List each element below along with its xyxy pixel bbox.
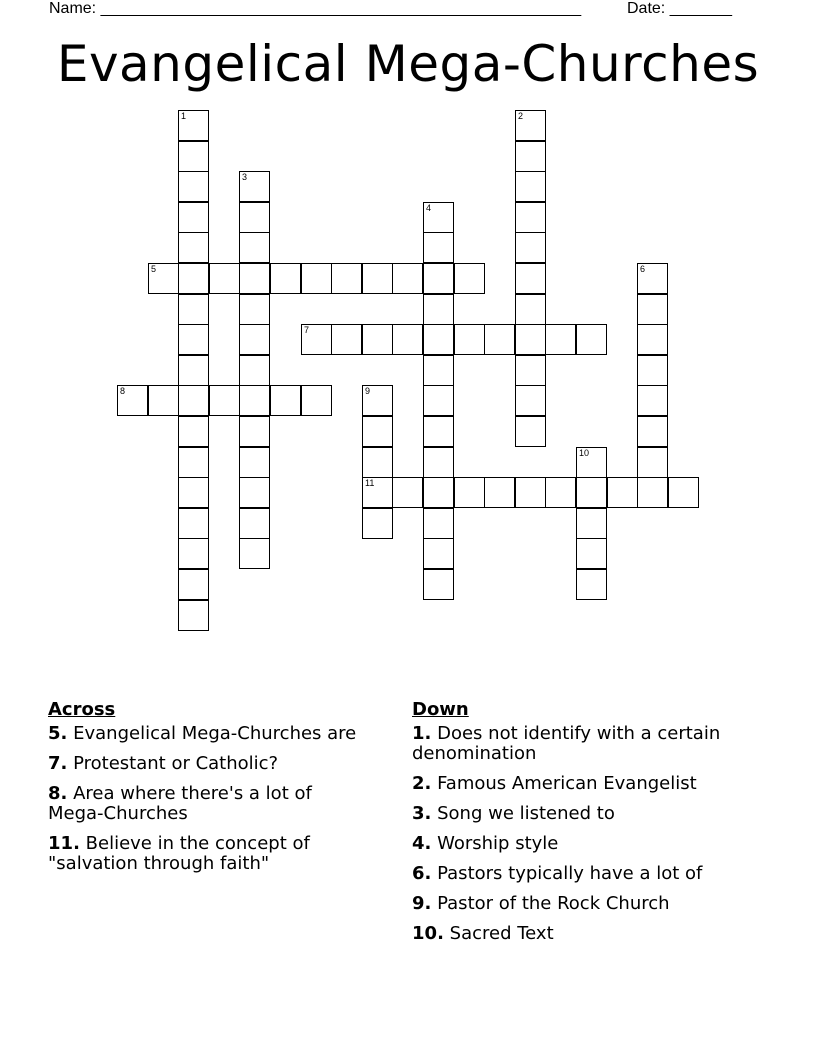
crossword-cell[interactable]: [178, 508, 209, 539]
cell-number: 6: [640, 264, 646, 274]
crossword-cell[interactable]: [637, 263, 668, 294]
crossword-cell[interactable]: [392, 477, 423, 508]
crossword-cell[interactable]: [576, 508, 607, 539]
crossword-cell[interactable]: [423, 416, 454, 447]
cell-number: 9: [365, 386, 371, 396]
crossword-cell[interactable]: [423, 324, 454, 355]
crossword-cell[interactable]: [178, 294, 209, 325]
crossword-cell[interactable]: [423, 477, 454, 508]
crossword-cell[interactable]: [515, 324, 546, 355]
crossword-cell[interactable]: [423, 355, 454, 386]
crossword-cell[interactable]: [423, 538, 454, 569]
crossword-cell[interactable]: [301, 385, 332, 416]
crossword-cell[interactable]: [454, 477, 485, 508]
crossword-cell[interactable]: [576, 569, 607, 600]
down-clue: [412, 804, 742, 824]
crossword-cell[interactable]: [607, 477, 638, 508]
crossword-cell[interactable]: [178, 477, 209, 508]
clue-text: Protestant or Catholic?: [73, 753, 279, 774]
crossword-cell[interactable]: [178, 569, 209, 600]
crossword-cell[interactable]: [515, 202, 546, 233]
crossword-cell[interactable]: [637, 324, 668, 355]
clue-text: Believe in the concept of "salvation through faith": [48, 833, 310, 874]
crossword-cell[interactable]: [178, 416, 209, 447]
crossword-cell[interactable]: [576, 538, 607, 569]
clue-number: 1: [412, 723, 425, 744]
cell-number: 1: [181, 111, 187, 121]
clue-text: Area where there's a lot of Mega-Churches: [48, 783, 312, 824]
crossword-cell[interactable]: [515, 141, 546, 172]
across-clue: [48, 724, 368, 744]
page-title: Evangelical Mega-Churches: [56, 35, 760, 93]
crossword-cell[interactable]: [454, 263, 485, 294]
across-clues: [48, 700, 368, 884]
cell-number: 2: [518, 111, 524, 121]
crossword-cell[interactable]: [576, 447, 607, 478]
crossword-cell[interactable]: [239, 263, 270, 294]
clue-text: Song we listened to: [437, 803, 615, 824]
clue-number-dot: .: [424, 803, 432, 824]
down-clue: [412, 864, 742, 884]
clue-number-dot: .: [424, 773, 432, 794]
clue-text: Evangelical Mega-Churches are: [73, 723, 357, 744]
crossword-cell[interactable]: [515, 110, 546, 141]
crossword-cell[interactable]: [545, 477, 576, 508]
crossword-cell[interactable]: [239, 324, 270, 355]
across-clue: [48, 834, 368, 874]
crossword-cell[interactable]: [637, 385, 668, 416]
down-clue: [412, 924, 742, 944]
crossword-cell[interactable]: [392, 324, 423, 355]
crossword-cell[interactable]: [209, 263, 240, 294]
crossword-cell[interactable]: [454, 324, 485, 355]
crossword-cell[interactable]: [239, 447, 270, 478]
crossword-cell[interactable]: [178, 110, 209, 141]
name-field: Name: ______________________________________________________: [49, 0, 582, 17]
crossword-cell[interactable]: [515, 355, 546, 386]
cell-number: 10: [579, 448, 590, 458]
clue-number: 2: [412, 773, 425, 794]
crossword-cell[interactable]: [515, 294, 546, 325]
crossword-cell[interactable]: [362, 447, 393, 478]
crossword-cell[interactable]: [331, 263, 362, 294]
down-clue: [412, 894, 742, 914]
clue-number-dot: .: [60, 783, 68, 804]
crossword-cell[interactable]: [301, 324, 332, 355]
crossword-cell[interactable]: [576, 324, 607, 355]
crossword-cell[interactable]: [239, 171, 270, 202]
crossword-cell[interactable]: [576, 477, 607, 508]
crossword-cell[interactable]: [423, 447, 454, 478]
clue-number: 3: [412, 803, 425, 824]
crossword-cell[interactable]: [362, 477, 393, 508]
clue-number: 5: [48, 723, 61, 744]
crossword-cell[interactable]: [239, 538, 270, 569]
crossword-cell[interactable]: [668, 477, 699, 508]
crossword-cell[interactable]: [637, 416, 668, 447]
crossword-cell[interactable]: [362, 263, 393, 294]
crossword-cell[interactable]: [178, 355, 209, 386]
crossword-cell[interactable]: [178, 141, 209, 172]
crossword-cell[interactable]: [423, 569, 454, 600]
crossword-cell[interactable]: [178, 538, 209, 569]
crossword-cell[interactable]: [362, 416, 393, 447]
clue-number: 10: [412, 923, 438, 944]
crossword-cell[interactable]: [239, 232, 270, 263]
crossword-cell[interactable]: [362, 385, 393, 416]
clue-number-dot: .: [424, 893, 432, 914]
cell-number: 5: [151, 264, 157, 274]
across-clue: [48, 784, 368, 824]
crossword-cell[interactable]: [270, 385, 301, 416]
crossword-cell[interactable]: [362, 324, 393, 355]
across-heading: Across: [48, 699, 116, 720]
crossword-cell[interactable]: [239, 385, 270, 416]
crossword-cell[interactable]: [239, 477, 270, 508]
crossword-cell[interactable]: [178, 171, 209, 202]
crossword-cell[interactable]: [637, 447, 668, 478]
crossword-cell[interactable]: [178, 385, 209, 416]
crossword-cell[interactable]: [239, 202, 270, 233]
clue-text: Worship style: [437, 833, 559, 854]
clue-number-dot: .: [424, 833, 432, 854]
down-clue: [412, 774, 742, 794]
crossword-cell[interactable]: [423, 232, 454, 263]
crossword-cell[interactable]: [239, 508, 270, 539]
across-clue-list: [48, 724, 368, 874]
down-clue: [412, 724, 742, 764]
clue-number-dot: .: [60, 723, 68, 744]
crossword-cell[interactable]: [515, 263, 546, 294]
crossword-cell[interactable]: [515, 477, 546, 508]
down-clues: [412, 700, 742, 954]
crossword-cell[interactable]: [209, 385, 240, 416]
clue-number: 6: [412, 863, 425, 884]
crossword-cell[interactable]: [239, 355, 270, 386]
down-clue-list: [412, 724, 742, 944]
crossword-cell[interactable]: [515, 232, 546, 263]
crossword-cell[interactable]: [423, 385, 454, 416]
crossword-cell[interactable]: [484, 477, 515, 508]
clue-number: 8: [48, 783, 61, 804]
crossword-cell[interactable]: [148, 385, 179, 416]
cell-number: 8: [120, 386, 126, 396]
crossword-cell[interactable]: [392, 263, 423, 294]
clue-number: 7: [48, 753, 61, 774]
across-clue: [48, 754, 368, 774]
clue-text: Does not identify with a certain denomination: [412, 723, 721, 764]
crossword-cell[interactable]: [515, 416, 546, 447]
clue-text: Famous American Evangelist: [437, 773, 697, 794]
crossword-cell[interactable]: [637, 477, 668, 508]
clue-text: Sacred Text: [449, 923, 554, 944]
crossword-cell[interactable]: [239, 294, 270, 325]
cell-number: 3: [242, 172, 248, 182]
clue-text: Pastors typically have a lot of: [437, 863, 703, 884]
clue-number-dot: .: [424, 863, 432, 884]
clue-number-dot: .: [424, 723, 432, 744]
crossword-cell[interactable]: [423, 294, 454, 325]
crossword-cell[interactable]: [178, 324, 209, 355]
crossword-cell[interactable]: [178, 232, 209, 263]
clue-number-dot: .: [73, 833, 80, 854]
crossword-cell[interactable]: [484, 324, 515, 355]
crossword-cell[interactable]: [331, 324, 362, 355]
crossword-cell[interactable]: [178, 447, 209, 478]
down-clue: [412, 834, 742, 854]
crossword-cell[interactable]: [545, 324, 576, 355]
clue-number: 11: [48, 833, 74, 854]
crossword-cell[interactable]: [301, 263, 332, 294]
crossword-cell[interactable]: [637, 294, 668, 325]
crossword-cell[interactable]: [515, 171, 546, 202]
crossword-cell[interactable]: [178, 202, 209, 233]
crossword-cell[interactable]: [178, 600, 209, 631]
crossword-cell[interactable]: [239, 416, 270, 447]
clue-text: Pastor of the Rock Church: [437, 893, 670, 914]
crossword-cell[interactable]: [270, 263, 301, 294]
down-heading: Down: [412, 699, 469, 720]
crossword-cell[interactable]: [178, 263, 209, 294]
crossword-cell[interactable]: [423, 263, 454, 294]
cell-number: 11: [365, 478, 375, 488]
crossword-cell[interactable]: [148, 263, 179, 294]
crossword-cell[interactable]: [637, 355, 668, 386]
crossword-cell[interactable]: [515, 385, 546, 416]
crossword-cell[interactable]: [423, 202, 454, 233]
clue-number: 4: [412, 833, 425, 854]
cell-number: 4: [426, 203, 432, 213]
crossword-cell[interactable]: [423, 508, 454, 539]
crossword-cell[interactable]: [117, 385, 148, 416]
clue-number-dot: .: [60, 753, 68, 774]
crossword-cell[interactable]: [362, 508, 393, 539]
date-field: Date: _______: [627, 0, 732, 17]
clue-number-dot: .: [437, 923, 444, 944]
clue-number: 9: [412, 893, 425, 914]
cell-number: 7: [304, 325, 310, 335]
